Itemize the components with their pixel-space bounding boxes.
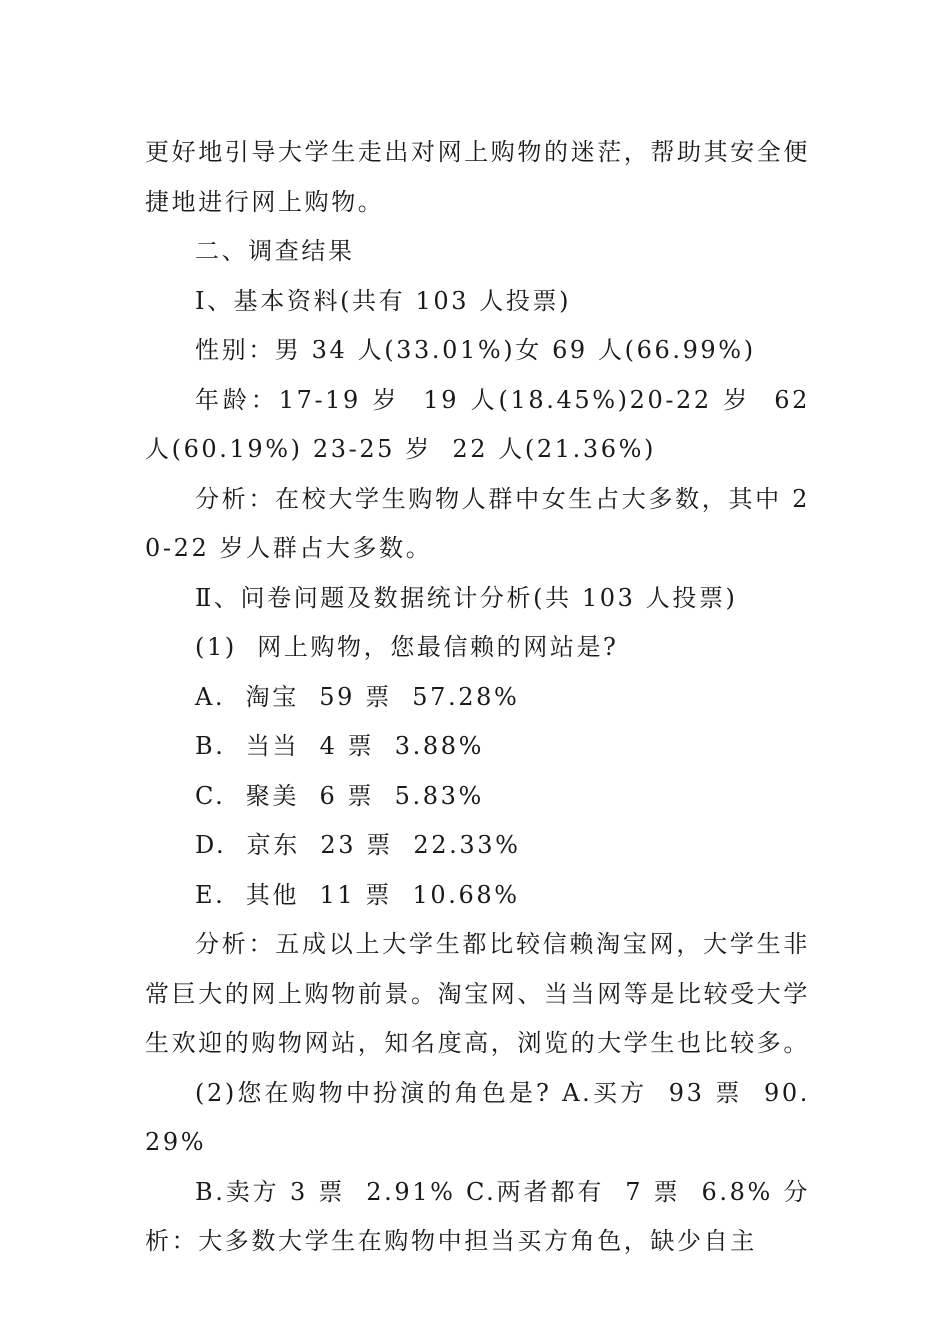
option-e: E. 其他 11 票 10.68% xyxy=(195,880,520,909)
option-d: D. 京东 23 票 22.33% xyxy=(195,831,521,859)
option-a: A. 淘宝 59 票 57.28% xyxy=(195,682,520,711)
document-body xyxy=(145,128,821,1267)
question-2-options-analysis: B.卖方 3 票 2.91% C.两者都有 7 票 6.8% 分析：大多数大学生在购物中担当买方角色，缺少自主 xyxy=(145,1177,810,1255)
question-2: (2)您在购物中扮演的角色是? A.买方 93 票 90.29% xyxy=(145,1078,810,1156)
option-b: B. 当当 4 票 3.88% xyxy=(195,732,484,760)
section-heading-survey-results: 二、调查结果 xyxy=(195,237,355,265)
option-c: C. 聚美 6 票 5.83% xyxy=(195,781,484,810)
paragraph-intro-continuation: 更好地引导大学生走出对网上购物的迷茫，帮助其安全便捷地进行网上购物。 xyxy=(145,138,810,216)
age-stats: 年龄：17-19 岁 19 人(18.45%)20-22 岁 62 人(60.19%) 23-25 岁 22 人(21.36%) xyxy=(145,385,821,463)
gender-stats: 性别：男 34 人(33.01%)女 69 人(66.99%) xyxy=(195,336,756,364)
analysis-question-1: 分析：五成以上大学生都比较信赖淘宝网，大学生非常巨大的网上购物前景。淘宝网、当当网等是比较受大学生欢迎的购物网站，知名度高，浏览的大学生也比较多。 xyxy=(145,930,810,1057)
analysis-basic-info: 分析：在校大学生购物人群中女生占大多数，其中 20-22 岁人群占大多数。 xyxy=(145,484,810,562)
subheading-questionnaire: Ⅱ、问卷问题及数据统计分析(共 103 人投票) xyxy=(195,583,738,612)
question-1: (1) 网上购物，您最信赖的网站是? xyxy=(195,633,619,661)
subheading-basic-info: Ⅰ、基本资料(共有 103 人投票) xyxy=(195,286,572,315)
